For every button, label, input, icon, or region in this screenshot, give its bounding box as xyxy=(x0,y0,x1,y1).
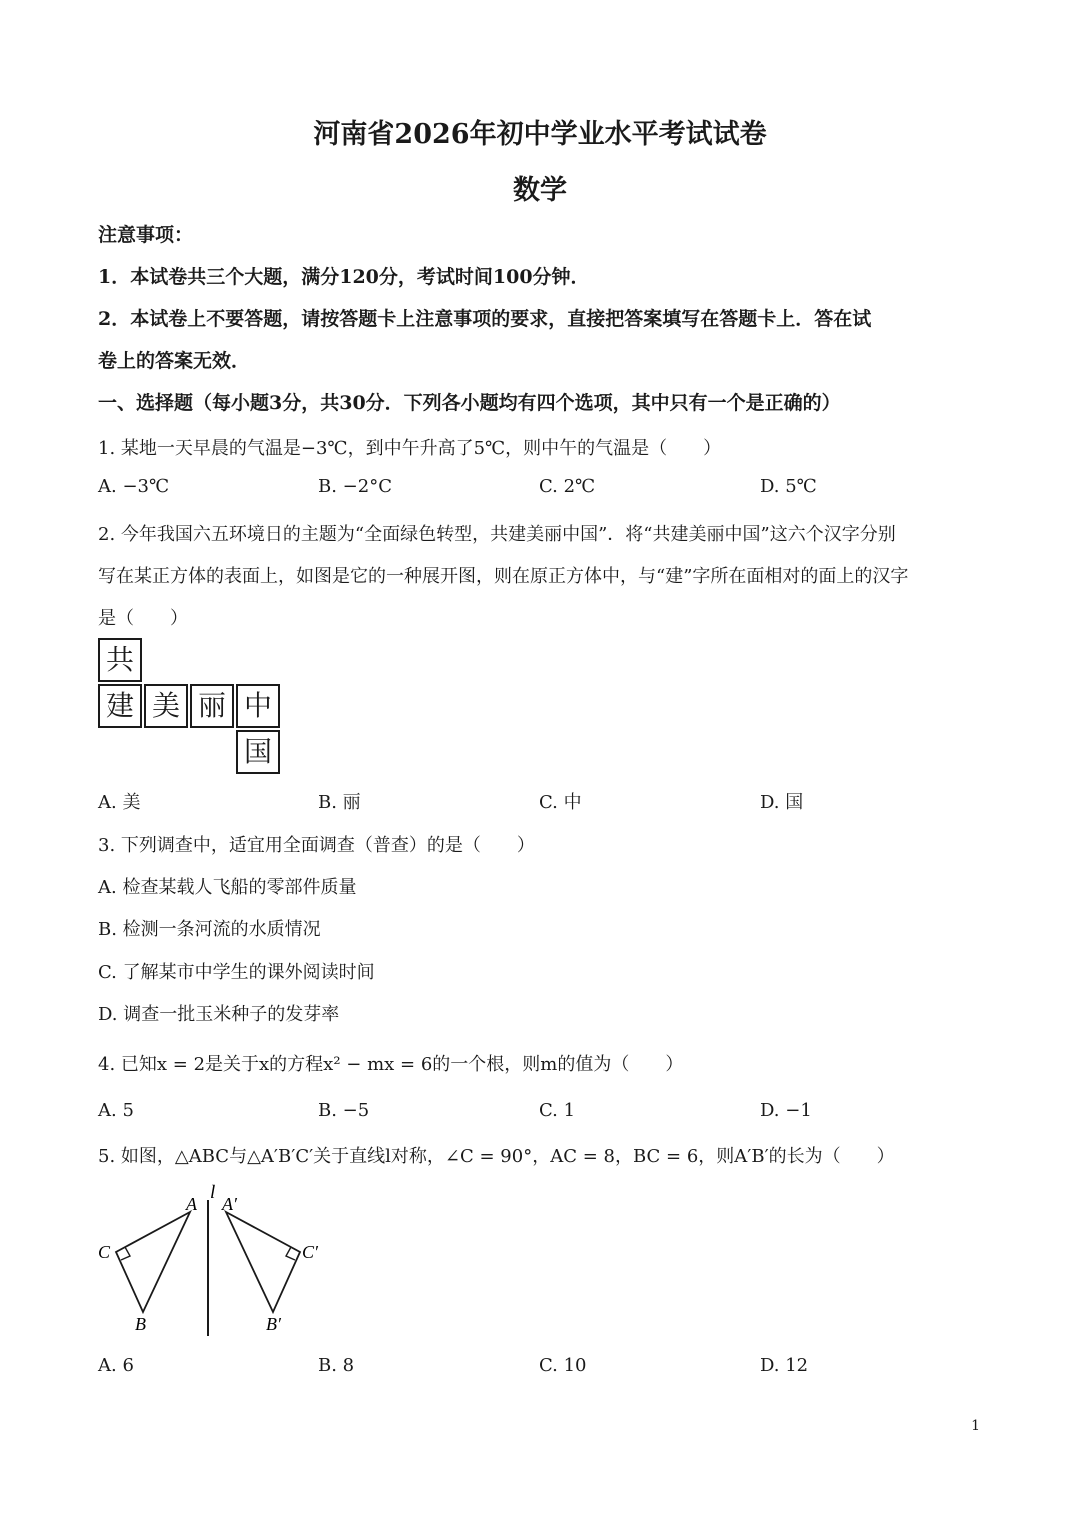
question-3-option-b[interactable]: B. 检测一条河流的水质情况 xyxy=(98,919,321,940)
net-cell-2: 建 xyxy=(98,684,142,728)
option-a[interactable]: A. 6 xyxy=(98,1355,134,1376)
option-a[interactable]: A. 5 xyxy=(98,1100,134,1121)
section-heading: 一、选择题（每小题3分，共30分．下列各小题均有四个选项，其中只有一个是正确的） xyxy=(98,392,841,414)
option-a[interactable]: A. 美 xyxy=(98,792,141,813)
notice-item-2-line-2: 卷上的答案无效． xyxy=(98,350,251,372)
label-b: B xyxy=(135,1314,146,1334)
label-c1: C′ xyxy=(302,1242,318,1262)
triangle-a1b1c1 xyxy=(226,1212,300,1312)
option-d[interactable]: D. −1 xyxy=(760,1100,812,1121)
symmetry-figure xyxy=(90,1180,330,1340)
option-b[interactable]: B. −2°C xyxy=(318,476,392,497)
label-b1: B′ xyxy=(266,1314,281,1334)
option-d[interactable]: D. 国 xyxy=(760,792,804,813)
page-number: 1 xyxy=(971,1418,980,1434)
net-cell-6: 国 xyxy=(236,730,280,774)
question-3-option-d[interactable]: D. 调查一批玉米种子的发芽率 xyxy=(98,1004,340,1025)
subject-title: 数学 xyxy=(513,175,567,206)
notice-heading: 注意事项： xyxy=(98,224,194,246)
option-b[interactable]: B. 8 xyxy=(318,1355,355,1376)
question-3-option-a[interactable]: A. 检查某载人飞船的零部件质量 xyxy=(98,877,357,898)
question-3-text: 3. 下列调查中，适宜用全面调查（普查）的是（ ） xyxy=(98,835,535,856)
exam-title: 河南省2026年初中学业水平考试试卷 xyxy=(313,119,767,150)
question-1-options xyxy=(98,476,998,506)
net-cell-5: 中 xyxy=(236,684,280,728)
net-cell-3: 美 xyxy=(144,684,188,728)
triangle-abc xyxy=(116,1212,190,1312)
option-c[interactable]: C. 2℃ xyxy=(539,476,596,497)
question-1-text: 1. 某地一天早晨的气温是−3℃，到中午升高了5℃，则中午的气温是（ ） xyxy=(98,438,722,459)
question-2-line-2: 写在某正方体的表面上，如图是它的一种展开图，则在原正方体中，与“建”字所在面相对的面上的汉字 xyxy=(98,566,909,587)
question-4-text: 4. 已知x = 2是关于x的方程x² − mx = 6的一个根，则m的值为（ ） xyxy=(98,1054,684,1075)
question-4-options xyxy=(98,1100,998,1130)
option-c[interactable]: C. 1 xyxy=(539,1100,576,1121)
option-d[interactable]: D. 5℃ xyxy=(760,476,817,497)
option-c[interactable]: C. 10 xyxy=(539,1355,587,1376)
question-3-option-c[interactable]: C. 了解某市中学生的课外阅读时间 xyxy=(98,962,375,983)
label-l: l xyxy=(210,1182,216,1203)
label-a: A xyxy=(186,1194,197,1214)
option-c[interactable]: C. 中 xyxy=(539,792,582,813)
question-2-line-3: 是（ ） xyxy=(98,608,188,629)
label-c: C xyxy=(98,1242,111,1262)
question-5-text: 5. 如图，△ABC与△A′B′C′关于直线l对称，∠C = 90°，AC = 8，BC = 6，则A′B′的长为（ ） xyxy=(98,1146,895,1167)
net-cell-4: 丽 xyxy=(190,684,234,728)
option-a[interactable]: A. −3℃ xyxy=(98,476,170,497)
net-cell-1: 共 xyxy=(98,638,142,682)
question-2-line-1: 2. 今年我国六五环境日的主题为“全面绿色转型，共建美丽中国”．将“共建美丽中国”这六个汉字分别 xyxy=(98,524,896,545)
notice-item-1: 1．本试卷共三个大题，满分120分，考试时间100分钟． xyxy=(98,266,590,288)
option-b[interactable]: B. −5 xyxy=(318,1100,370,1121)
option-b[interactable]: B. 丽 xyxy=(318,792,361,813)
label-a1: A′ xyxy=(222,1194,237,1214)
option-d[interactable]: D. 12 xyxy=(760,1355,809,1376)
notice-item-2-line-1: 2．本试卷上不要答题，请按答题卡上注意事项的要求，直接把答案填写在答题卡上．答在试 xyxy=(98,308,872,330)
question-2-options xyxy=(98,788,998,818)
question-5-options xyxy=(98,1355,998,1385)
